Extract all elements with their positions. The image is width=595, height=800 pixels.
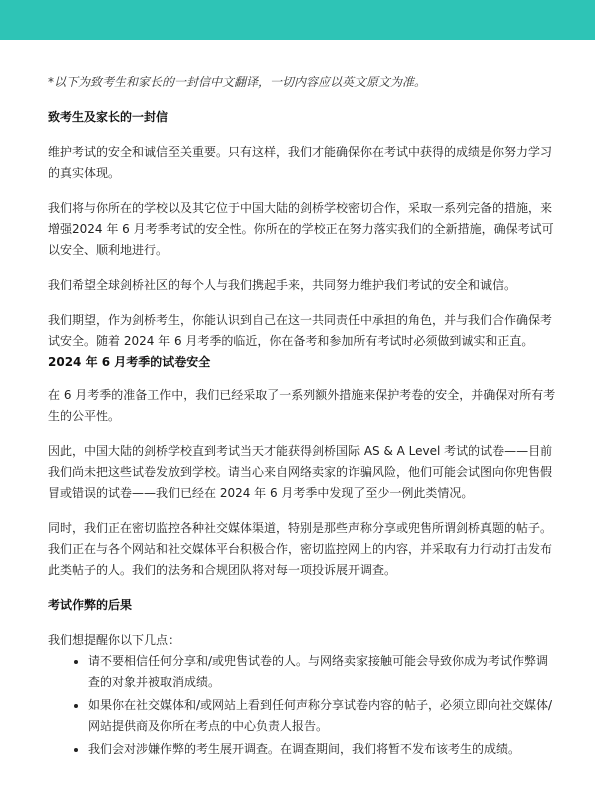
security-heading: 2024 年 6 月考季的试卷安全 [48, 355, 211, 369]
translation-note: *以下为致考生和家长的一封信中文翻译，一切内容应以英文原文为准。 [48, 75, 427, 89]
list-item [74, 695, 560, 737]
list-item-text: 我们会对涉嫌作弊的考生展开调查。在调查期间，我们将暂不发布该考生的成绩。 [88, 742, 521, 756]
letter-heading: 致考生及家长的一封信 [48, 110, 169, 124]
list-item [74, 739, 560, 760]
bullet-icon [74, 660, 78, 664]
letter-paragraph: 维护考试的安全和诚信至关重要。只有这样，我们才能确保你在考试中获得的成绩是你努力学习的真实体现。 [48, 145, 553, 180]
consequences-heading: 考试作弊的后果 [48, 598, 133, 612]
header-band [0, 0, 595, 40]
document-body [48, 72, 560, 762]
consequences-intro: 我们想提醒你以下几点： [48, 633, 181, 647]
security-paragraph: 同时，我们正在密切监控各种社交媒体渠道，特别是那些声称分享或兜售所谓剑桥真题的帖子。我们正在与各个网站和社交媒体平台积极合作，密切监控网上的内容，并采取有力行动打击发布此类帖子的人。我们的法务和合规团队将对每一项投诉展开调查。 [48, 521, 553, 577]
list-item [74, 651, 560, 693]
bullet-icon [74, 704, 78, 708]
letter-paragraph: 我们将与你所在的学校以及其它位于中国大陆的剑桥学校密切合作，采取一系列完备的措施，来增强2024 年 6 月考季考试的安全性。你所在的学校正在努力落实我们的全新措施，确保考试可以安全、顺利地进行。 [48, 201, 554, 257]
consequences-list [48, 651, 560, 760]
list-item-text: 如果你在社交媒体和/或网站上看到任何声称分享试卷内容的帖子，必须立即向社交媒体/网站提供商及你所在考点的中心负责人报告。 [88, 698, 553, 733]
letter-paragraph: 我们希望全球剑桥社区的每个人与我们携起手来，共同努力维护我们考试的安全和诚信。 [48, 278, 517, 292]
list-item-text: 请不要相信任何分享和/或兜售试卷的人。与网络卖家接触可能会导致你成为考试作弊调查的对象并被取消成绩。 [88, 654, 549, 689]
bullet-icon [74, 748, 78, 752]
security-paragraph: 在 6 月考季的准备工作中，我们已经采取了一系列额外措施来保护考卷的安全，并确保对所有考生的公平性。 [48, 388, 556, 423]
security-paragraph: 因此，中国大陆的剑桥学校直到考试当天才能获得剑桥国际 AS & A Level 考试的试卷——目前我们尚未把这些试卷发放到学校。请当心来自网络卖家的诈骗风险，他们可能会试图向你兜售假冒或错误的试卷——我们已经在 2024 年 6 月考季中发现了至少一例此类情况。 [48, 444, 553, 500]
letter-paragraph: 我们期望，作为剑桥考生，你能认识到自己在这一共同责任中承担的角色，并与我们合作确保考试安全。随着 2024 年 6 月考季的临近，你在备考和参加所有考试时必须做到诚实和正直。 [48, 313, 553, 348]
